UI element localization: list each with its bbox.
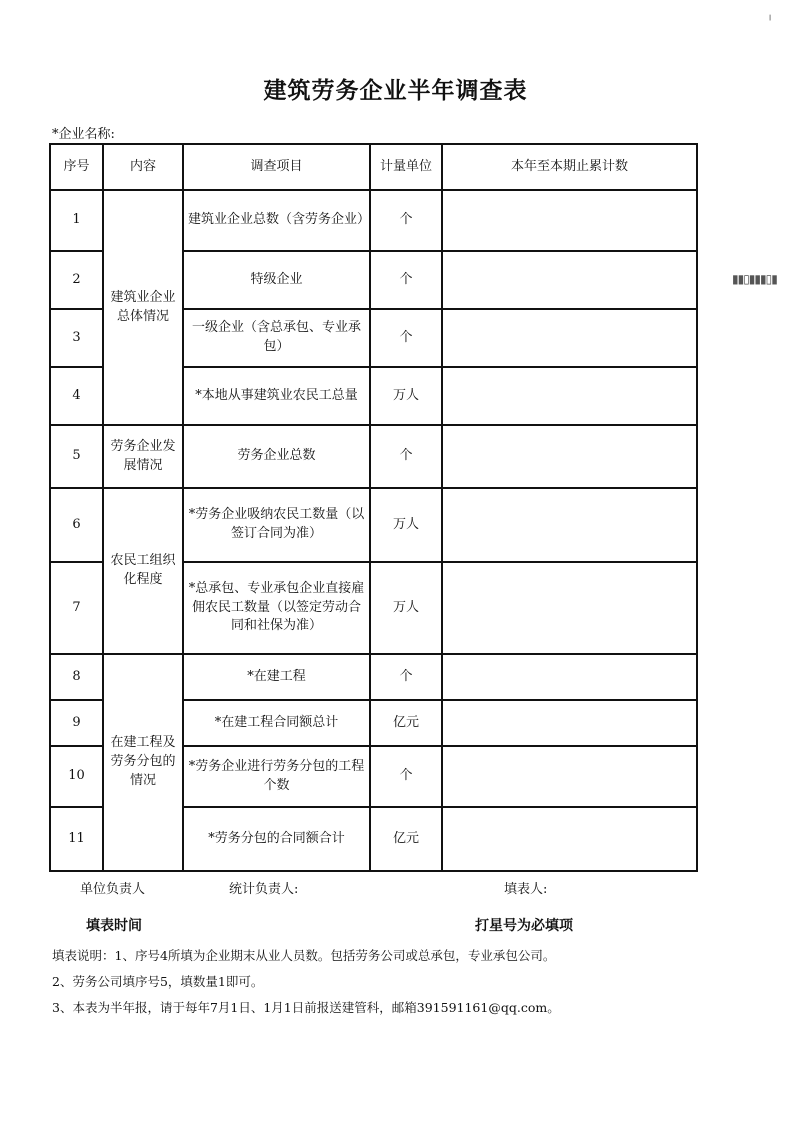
row-number: 4 <box>50 367 103 425</box>
note-line-3: 3、本表为半年报，请于每年7月1日、1月1日前报送建管科，邮箱391591161@qq.com。 <box>52 1000 560 1015</box>
row-number: 9 <box>50 700 103 746</box>
value-cell[interactable] <box>442 562 697 654</box>
survey-item: *劳务分包的合同额合计 <box>183 807 370 871</box>
fill-time-label: 填表时间 <box>86 918 142 934</box>
header-cumulative: 本年至本期止累计数 <box>442 144 697 190</box>
group-label: 在建工程及劳务分包的情况 <box>103 654 183 871</box>
row-number: 3 <box>50 309 103 367</box>
note-line-2: 2、劳务公司填序号5，填数量1即可。 <box>52 974 264 989</box>
table-header-row <box>50 144 697 190</box>
scan-speck-mark: ▮▮▯▮▮▮▯▮ <box>732 272 777 286</box>
unit-cell: 亿元 <box>370 807 442 871</box>
row-number: 8 <box>50 654 103 700</box>
survey-item: *在建工程 <box>183 654 370 700</box>
row-number: 6 <box>50 488 103 562</box>
value-cell[interactable] <box>442 190 697 251</box>
value-cell[interactable] <box>442 367 697 425</box>
value-cell[interactable] <box>442 425 697 488</box>
row-number: 10 <box>50 746 103 807</box>
unit-cell: 万人 <box>370 562 442 654</box>
survey-item: *本地从事建筑业农民工总量 <box>183 367 370 425</box>
survey-item: 劳务企业总数 <box>183 425 370 488</box>
unit-cell: 亿元 <box>370 700 442 746</box>
unit-cell: 个 <box>370 251 442 309</box>
value-cell[interactable] <box>442 251 697 309</box>
group-label: 建筑业企业总体情况 <box>103 190 183 425</box>
row-number: 5 <box>50 425 103 488</box>
scan-edge-mark: ╷ <box>767 10 773 21</box>
row-number: 2 <box>50 251 103 309</box>
form-title: 建筑劳务企业半年调查表 <box>263 78 528 104</box>
group-label: 劳务企业发展情况 <box>103 425 183 488</box>
survey-item: 一级企业（含总承包、专业承包） <box>183 309 370 367</box>
unit-cell: 个 <box>370 309 442 367</box>
survey-item: 建筑业企业总数（含劳务企业） <box>183 190 370 251</box>
unit-cell: 万人 <box>370 488 442 562</box>
group-label: 农民工组织化程度 <box>103 488 183 654</box>
survey-item: *劳务企业进行劳务分包的工程个数 <box>183 746 370 807</box>
table-row <box>50 425 697 488</box>
header-unit: 计量单位 <box>370 144 442 190</box>
value-cell[interactable] <box>442 488 697 562</box>
stats-head-label: 统计负责人: <box>229 882 299 897</box>
survey-item: 特级企业 <box>183 251 370 309</box>
survey-table <box>49 143 698 872</box>
table-row <box>50 190 697 251</box>
header-no: 序号 <box>50 144 103 190</box>
unit-head-label: 单位负责人 <box>80 882 146 897</box>
filler-label: 填表人: <box>504 882 548 897</box>
unit-cell: 个 <box>370 425 442 488</box>
row-number: 11 <box>50 807 103 871</box>
survey-item: *在建工程合同额总计 <box>183 700 370 746</box>
header-content: 内容 <box>103 144 183 190</box>
company-name-label: *企业名称: <box>52 127 115 142</box>
table-row <box>50 488 697 562</box>
required-star-note: 打星号为必填项 <box>475 918 573 934</box>
row-number: 1 <box>50 190 103 251</box>
survey-item: *劳务企业吸纳农民工数量（以签订合同为准） <box>183 488 370 562</box>
row-number: 7 <box>50 562 103 654</box>
value-cell[interactable] <box>442 807 697 871</box>
header-item: 调查项目 <box>183 144 370 190</box>
unit-cell: 万人 <box>370 367 442 425</box>
value-cell[interactable] <box>442 654 697 700</box>
table-row <box>50 654 697 700</box>
unit-cell: 个 <box>370 654 442 700</box>
survey-item: *总承包、专业承包企业直接雇佣农民工数量（以签定劳动合同和社保为准） <box>183 562 370 654</box>
value-cell[interactable] <box>442 700 697 746</box>
value-cell[interactable] <box>442 309 697 367</box>
unit-cell: 个 <box>370 190 442 251</box>
note-line-1: 填表说明：1、序号4所填为企业期末从业人员数。包括劳务公司或总承包，专业承包公司。 <box>52 948 556 963</box>
unit-cell: 个 <box>370 746 442 807</box>
value-cell[interactable] <box>442 746 697 807</box>
